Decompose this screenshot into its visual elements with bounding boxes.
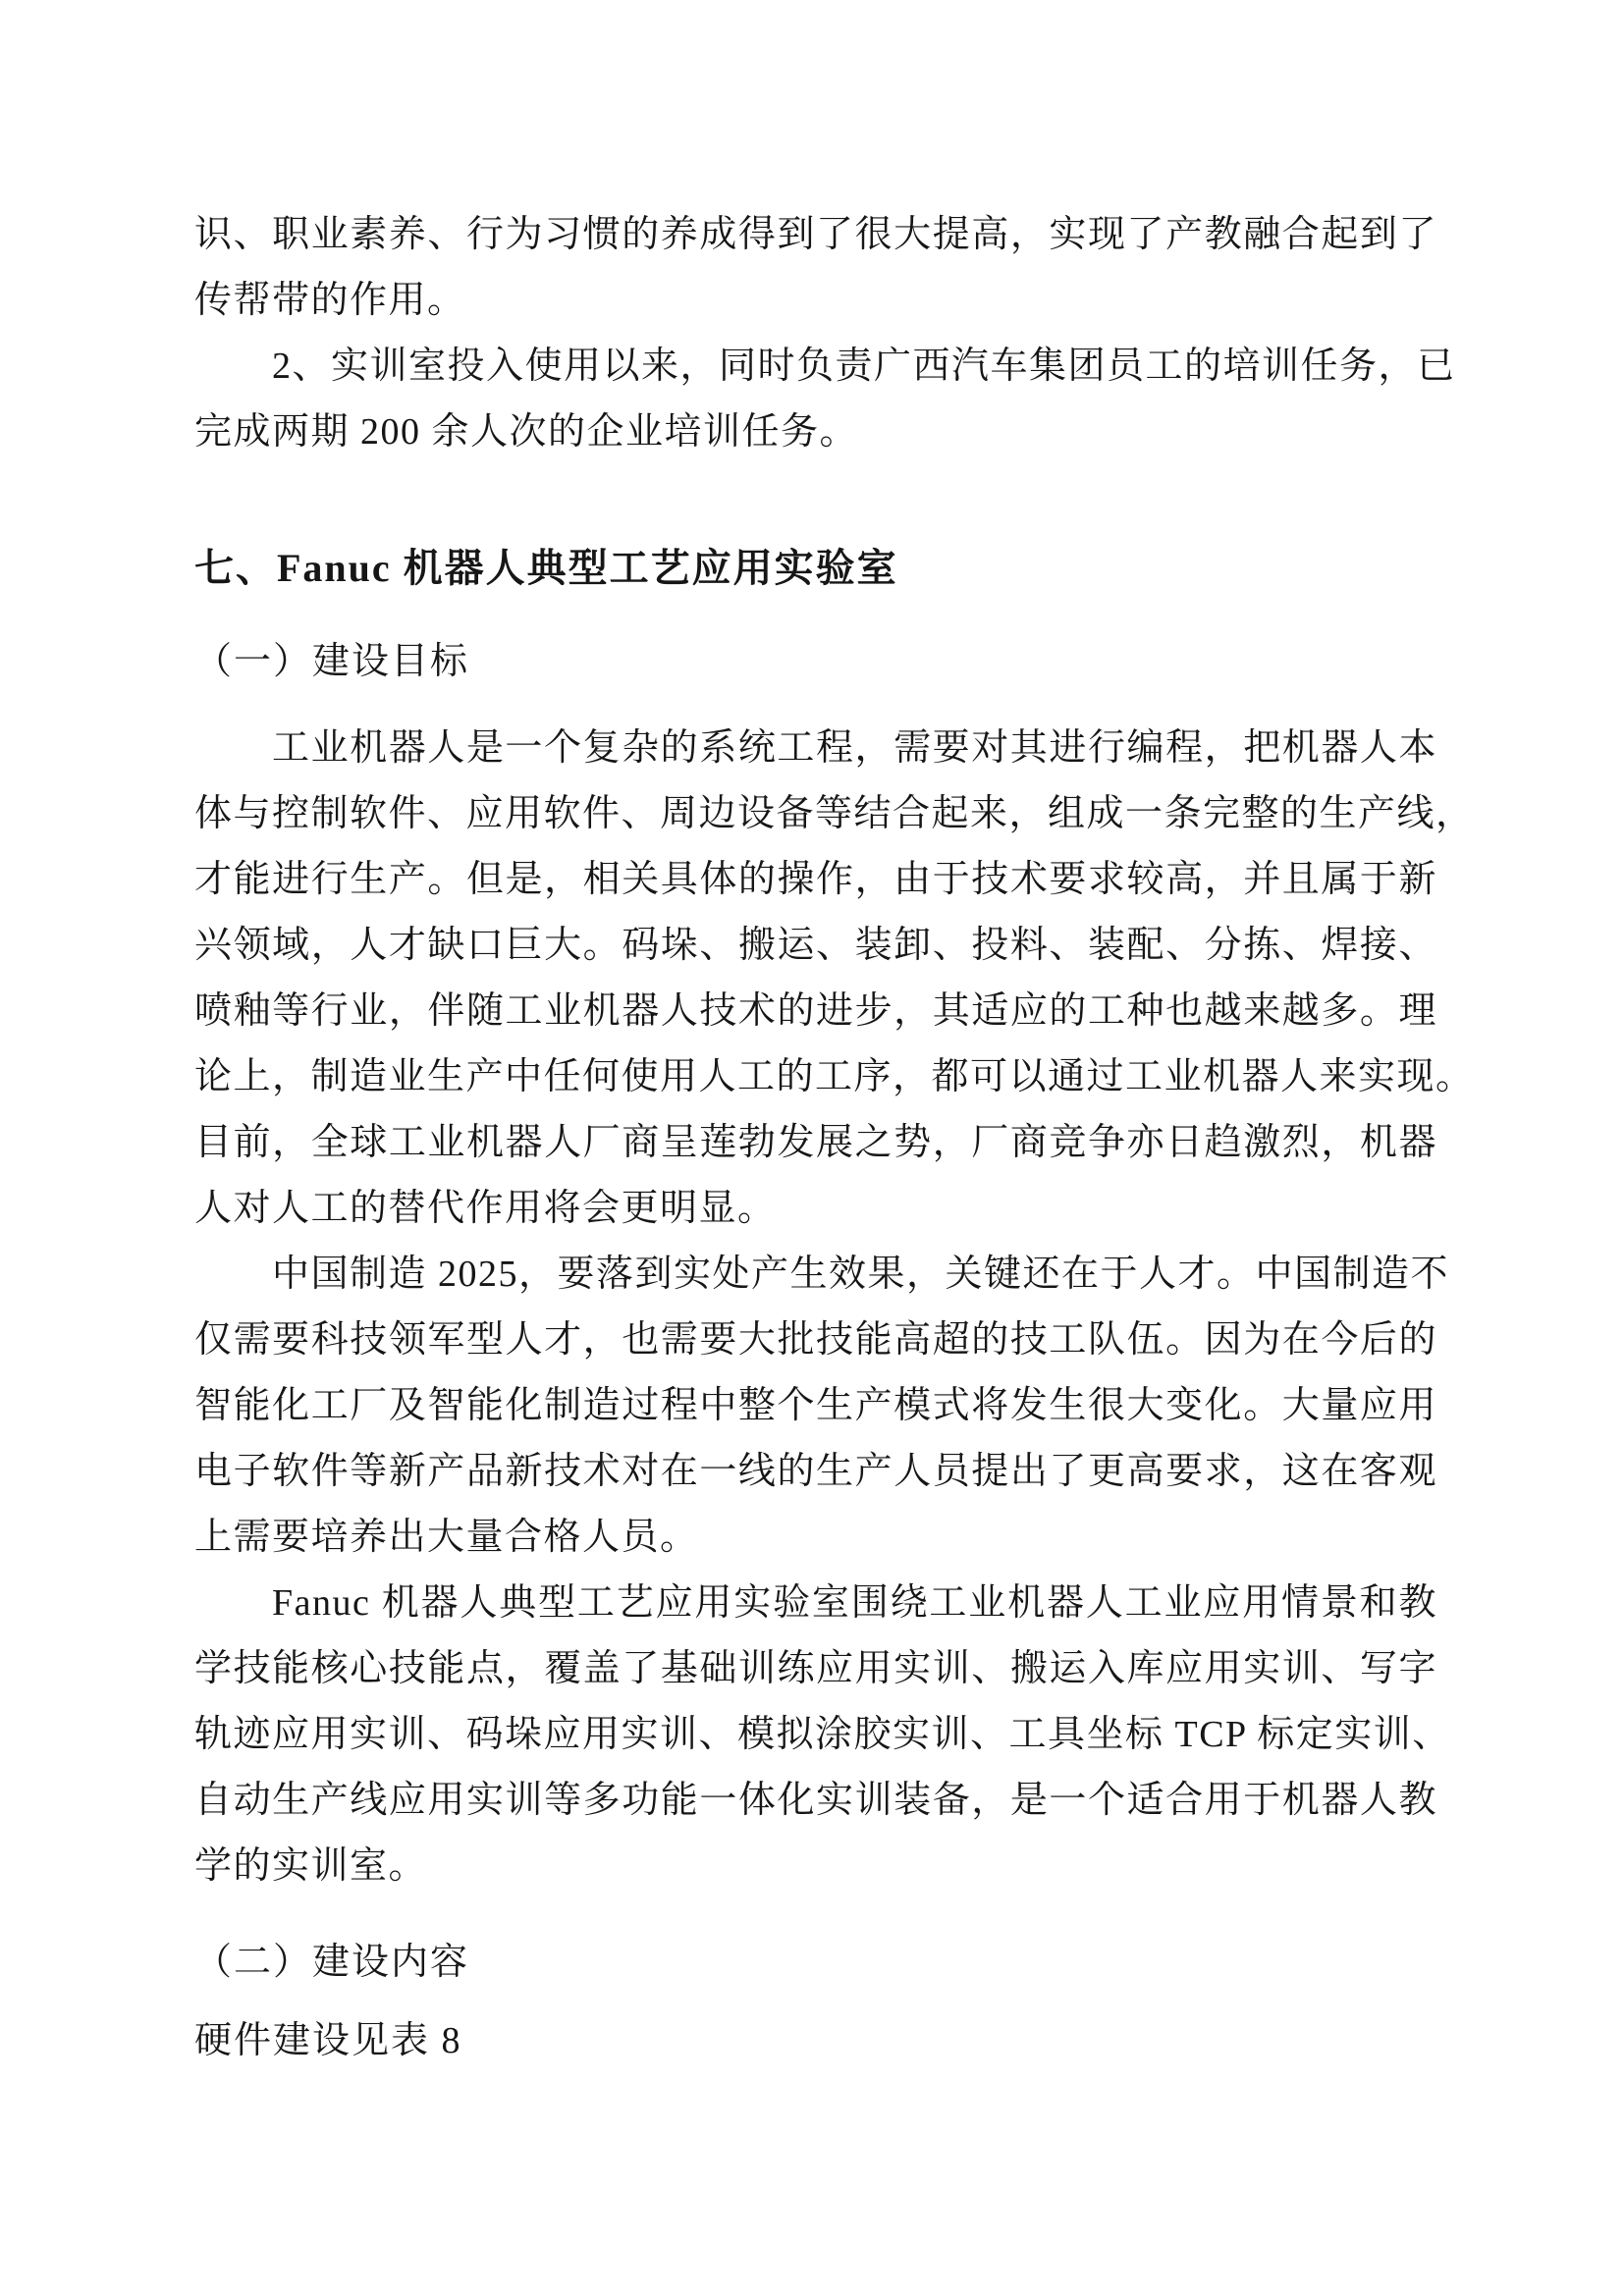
paragraph-fanuc-lab (194, 1571, 1451, 1899)
body-line: 2、实训室投入使用以来，同时负责广西汽车集团员工的培训任务，已 (272, 346, 1456, 387)
body-line: 目前，全球工业机器人厂商呈莲勃发展之势，厂商竞争亦日趋激烈，机器 (194, 1122, 1437, 1163)
paragraph-continuation (194, 202, 1437, 334)
subsection-heading-2: （二）建设内容 (194, 1942, 470, 1983)
body-line: 上需要培养出大量合格人员。 (194, 1517, 699, 1558)
body-line: 智能化工厂及智能化制造过程中整个生产模式将发生很大变化。大量应用 (194, 1385, 1437, 1426)
hardware-note: 硬件建设见表 8 (194, 2020, 462, 2061)
body-line: 论上，制造业生产中任何使用人工的工序，都可以通过工业机器人来实现。 (194, 1056, 1475, 1097)
body-line: 仅需要科技领军型人才，也需要大批技能高超的技工队伍。因为在今后的 (194, 1319, 1437, 1361)
paragraph-china-2025 (194, 1242, 1450, 1571)
body-line: 喷釉等行业，伴随工业机器人技术的进步，其适应的工种也越来越多。理 (194, 990, 1437, 1032)
section-heading: 七、Fanuc 机器人典型工艺应用实验室 (194, 546, 898, 590)
body-line: 电子软件等新产品新技术对在一线的生产人员提出了更高要求，这在客观 (194, 1451, 1437, 1492)
body-line: 完成两期 200 余人次的企业培训任务。 (194, 411, 859, 453)
body-line: 学技能核心技能点，覆盖了基础训练应用实训、搬运入库应用实训、写字 (194, 1648, 1437, 1689)
body-line: Fanuc 机器人典型工艺应用实验室围绕工业机器人工业应用情景和教 (272, 1582, 1437, 1624)
subsection-heading-1: （一）建设目标 (194, 641, 470, 682)
body-line: 自动生产线应用实训等多功能一体化实训装备，是一个适合用于机器人教 (194, 1780, 1437, 1821)
body-line: 识、职业素养、行为习惯的养成得到了很大提高，实现了产教融合起到了 (194, 214, 1437, 255)
body-line: 兴领域，人才缺口巨大。码垛、搬运、装卸、投料、装配、分拣、焊接、 (194, 925, 1437, 966)
paragraph-enterprise-training (194, 334, 1456, 465)
body-line: 才能进行生产。但是，相关具体的操作，由于技术要求较高，并且属于新 (194, 859, 1437, 900)
body-line: 中国制造 2025，要落到实处产生效果，关键还在于人才。中国制造不 (272, 1254, 1450, 1295)
body-line: 传帮带的作用。 (194, 280, 466, 321)
paragraph-robot-overview (194, 716, 1475, 1242)
body-line: 人对人工的替代作用将会更明显。 (194, 1188, 777, 1229)
body-line: 工业机器人是一个复杂的系统工程，需要对其进行编程，把机器人本 (272, 727, 1437, 769)
body-line: 轨迹应用实训、码垛应用实训、模拟涂胶实训、工具坐标 TCP 标定实训、 (194, 1714, 1451, 1755)
body-line: 体与控制软件、应用软件、周边设备等结合起来，组成一条完整的生产线， (194, 793, 1475, 834)
body-line: 学的实训室。 (194, 1845, 428, 1887)
